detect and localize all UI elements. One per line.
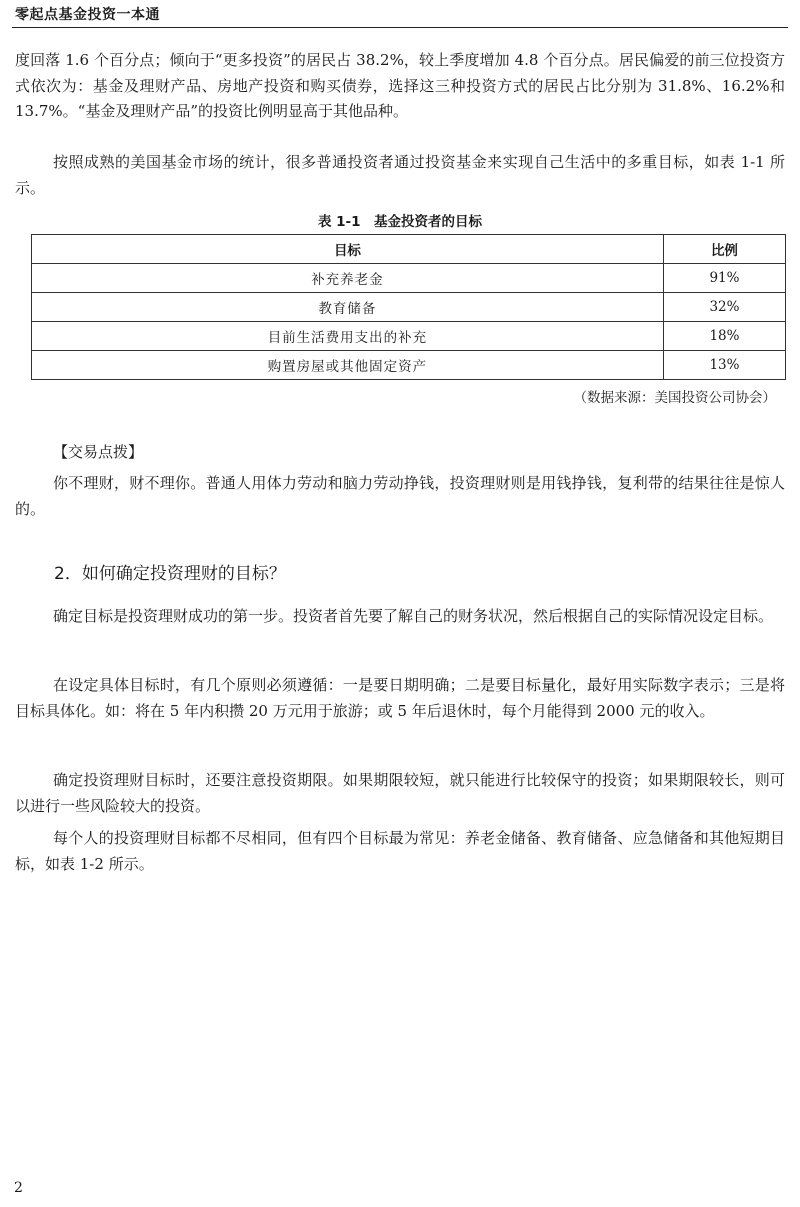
table-row <box>32 293 786 322</box>
section-heading: 2．如何确定投资理财的目标？ <box>54 564 286 584</box>
column-header-ratio: 比例 <box>663 235 785 264</box>
ratio-cell: 18% <box>663 322 785 351</box>
goal-cell: 目前生活费用支出的补充 <box>32 322 664 351</box>
ratio-cell: 13% <box>663 351 785 380</box>
header-rule <box>12 27 788 28</box>
tip-paragraph: 你不理财，财不理你。普通人用体力劳动和脑力劳动挣钱，投资理财则是用钱挣钱，复利带的结果往往是惊人的。 <box>15 474 785 518</box>
section-paragraph: 确定目标是投资理财成功的第一步。投资者首先要了解自己的财务状况，然后根据自己的实际情况设定目标。 <box>53 607 774 625</box>
goal-cell: 补充养老金 <box>32 264 664 293</box>
running-header-title: 零起点基金投资一本通 <box>15 7 160 23</box>
section-paragraph: 在设定具体目标时，有几个原则必须遵循：一是要日期明确；二是要目标量化，最好用实际数字表示；三是将目标具体化。如：将在 5 年内积攒 20 万元用于旅游；或 5 年后退休时，每个月能得到 2000 元的收入。 <box>15 676 785 720</box>
page-number: 2 <box>14 1180 23 1196</box>
intro-paragraph: 度回落 1.6 个百分点；倾向于“更多投资”的居民占 38.2%，较上季度增加 4.8 个百分点。居民偏爱的前三位投资方式依次为：基金及理财产品、房地产投资和购买债券，选择这三种投资方式的居民占比分别为 31.8%、16.2%和 13.7%。“基金及理财产品”的投资比例明显高于其他品种。 <box>15 51 785 121</box>
goal-cell: 购置房屋或其他固定资产 <box>32 351 664 380</box>
table-row <box>32 322 786 351</box>
section-paragraph: 每个人的投资理财目标都不尽相同，但有四个目标最为常见：养老金储备、教育储备、应急储备和其他短期目标，如表 1-2 所示。 <box>15 829 785 873</box>
tip-label: 【交易点拨】 <box>53 443 144 461</box>
ratio-cell: 91% <box>663 264 785 293</box>
table-row <box>32 264 786 293</box>
goal-cell: 教育储备 <box>32 293 664 322</box>
table-header-row <box>32 235 786 264</box>
us-market-paragraph: 按照成熟的美国基金市场的统计，很多普通投资者通过投资基金来实现自己生活中的多重目标，如表 1-1 所示。 <box>15 153 785 197</box>
table-caption: 表 1-1 基金投资者的目标 <box>317 214 483 230</box>
section-paragraph: 确定投资理财目标时，还要注意投资期限。如果期限较短，就只能进行比较保守的投资；如果期限较长，则可以进行一些风险较大的投资。 <box>15 771 785 815</box>
goals-table <box>31 234 786 380</box>
column-header-goal: 目标 <box>32 235 664 264</box>
table-row <box>32 351 786 380</box>
table-source-note: （数据来源：美国投资公司协会） <box>573 390 776 406</box>
ratio-cell: 32% <box>663 293 785 322</box>
